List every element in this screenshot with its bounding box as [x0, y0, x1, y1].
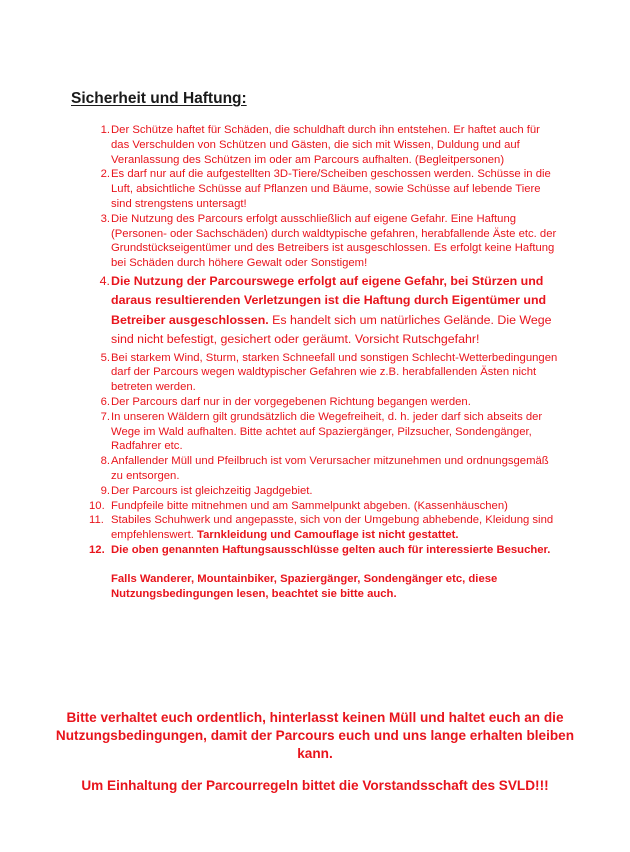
closing-text: Um Einhaltung der Parcourregeln bittet die Vorstandsschaft des SVLD!!! [81, 778, 549, 793]
list-item [88, 212, 558, 271]
item-number: 8. [100, 455, 110, 468]
item-number: 9. [100, 484, 110, 497]
item-bold-text: Die oben genannten Haftungsausschlüsse gelten auch für interessierte Besucher. [111, 543, 551, 556]
item-text: Es handelt sich um natürliches Gelände. Die Wege sind nicht befestigt, gesichert oder geräumt. Vorsicht Rutschgefahr! [111, 312, 552, 347]
item-number: 5. [100, 351, 110, 364]
item-number: 7. [100, 410, 110, 423]
item-text: Bei starkem Wind, Sturm, starken Schneefall und sonstigen Schlecht-Wetterbedingungen darf der Parcours wegen waldtypischer Gefahren wie z.B. herabfallenden Ästen nicht betreten werden. [111, 351, 558, 394]
item-number: 3. [100, 212, 110, 225]
item-number: 6. [100, 395, 110, 408]
list-item [88, 351, 558, 395]
item-text: Der Parcours darf nur in der vorgegebenen Richtung begangen werden. [111, 395, 471, 408]
list-item [88, 167, 558, 211]
list-item [88, 395, 558, 410]
item-number: 2. [100, 168, 110, 181]
item-number: 12. [89, 543, 105, 556]
item-text: Es darf nur auf die aufgestellten 3D-Tiere/Scheiben geschossen werden. Schüsse in die Luft, absichtliche Schüsse auf Pflanzen und Bäume, sowie Schüsse auf lebende Tiere sind strengstens untersagt! [111, 168, 551, 210]
item-text: Der Parcours ist gleichzeitig Jagdgebiet. [111, 484, 313, 497]
item-note: Falls Wanderer, Mountainbiker, Spaziergänger, Sondengänger etc, diese Nutzungsbedingungen lesen, beachtet sie bitte auch. [111, 572, 498, 600]
item-number: 1. [100, 124, 110, 136]
rules-list [88, 123, 558, 601]
list-item [88, 499, 558, 514]
list-item [88, 272, 558, 350]
item-text: Die Nutzung des Parcours erfolgt ausschließlich auf eigene Gefahr. Eine Haftung (Personen- oder Sachschäden) durch waldtypische gefahren, herabfallende Äste etc. der Grundstückseigentümer und des Betreibers ist ausgeschlossen. Es erfolgt keine Haftung bei Schäden durch höhere Gewalt oder Sonstigem! [111, 212, 557, 270]
list-item [88, 543, 558, 601]
item-number: 10. [89, 499, 105, 512]
list-item [88, 484, 558, 499]
item-text: In unseren Wäldern gilt grundsätzlich die Wegefreiheit, d. h. jeder darf sich abseits der Wege im Wald aufhalten. Bitte achtet auf Spaziergänger, Pilzsucher, Sondengänger, Radfahrer etc. [111, 410, 543, 453]
page-heading: Sicherheit und Haftung: [71, 90, 247, 107]
item-bold-text: Die Nutzung der Parcourswege erfolgt auf eigene Gefahr, bei Stürzen und daraus resultierenden Verletzungen ist die Haftung durch Eigentümer und Betreiber ausgeschlossen. [111, 273, 547, 327]
item-text: Stabiles Schuhwerk und angepasste, sich von der Umgebung abhebende, Kleidung sind empfehlenswert. [111, 514, 554, 542]
item-text: Fundpfeile bitte mitnehmen und am Sammelpunkt abgeben. (Kassenhäuschen) [111, 499, 508, 512]
appeal-text: Bitte verhaltet euch ordentlich, hinterlasst keinen Müll und haltet euch an die Nutzungsbedingungen, damit der Parcours euch und uns lange erhalten bleiben kann. [55, 710, 575, 761]
list-item [88, 410, 558, 454]
item-bold-text: Tarnkleidung und Camouflage ist nicht gestattet. [197, 529, 459, 542]
item-number: 4. [99, 273, 110, 288]
item-text: Der Schütze haftet für Schäden, die schuldhaft durch ihn entstehen. Er haftet auch für das Verschulden von Schützen und Gästen, die sich mit Wissen, Duldung und auf Veranlassung des Schützen im oder am Parcours aufhalten. (Begleitpersonen) [111, 124, 540, 166]
list-item [88, 454, 558, 484]
item-text: Anfallender Müll und Pfeilbruch ist vom Verursacher mitzunehmen und ordnungsgemäß zu entsorgen. [111, 455, 549, 482]
item-number: 11. [89, 514, 104, 527]
list-item [88, 513, 558, 543]
list-item [88, 123, 558, 167]
